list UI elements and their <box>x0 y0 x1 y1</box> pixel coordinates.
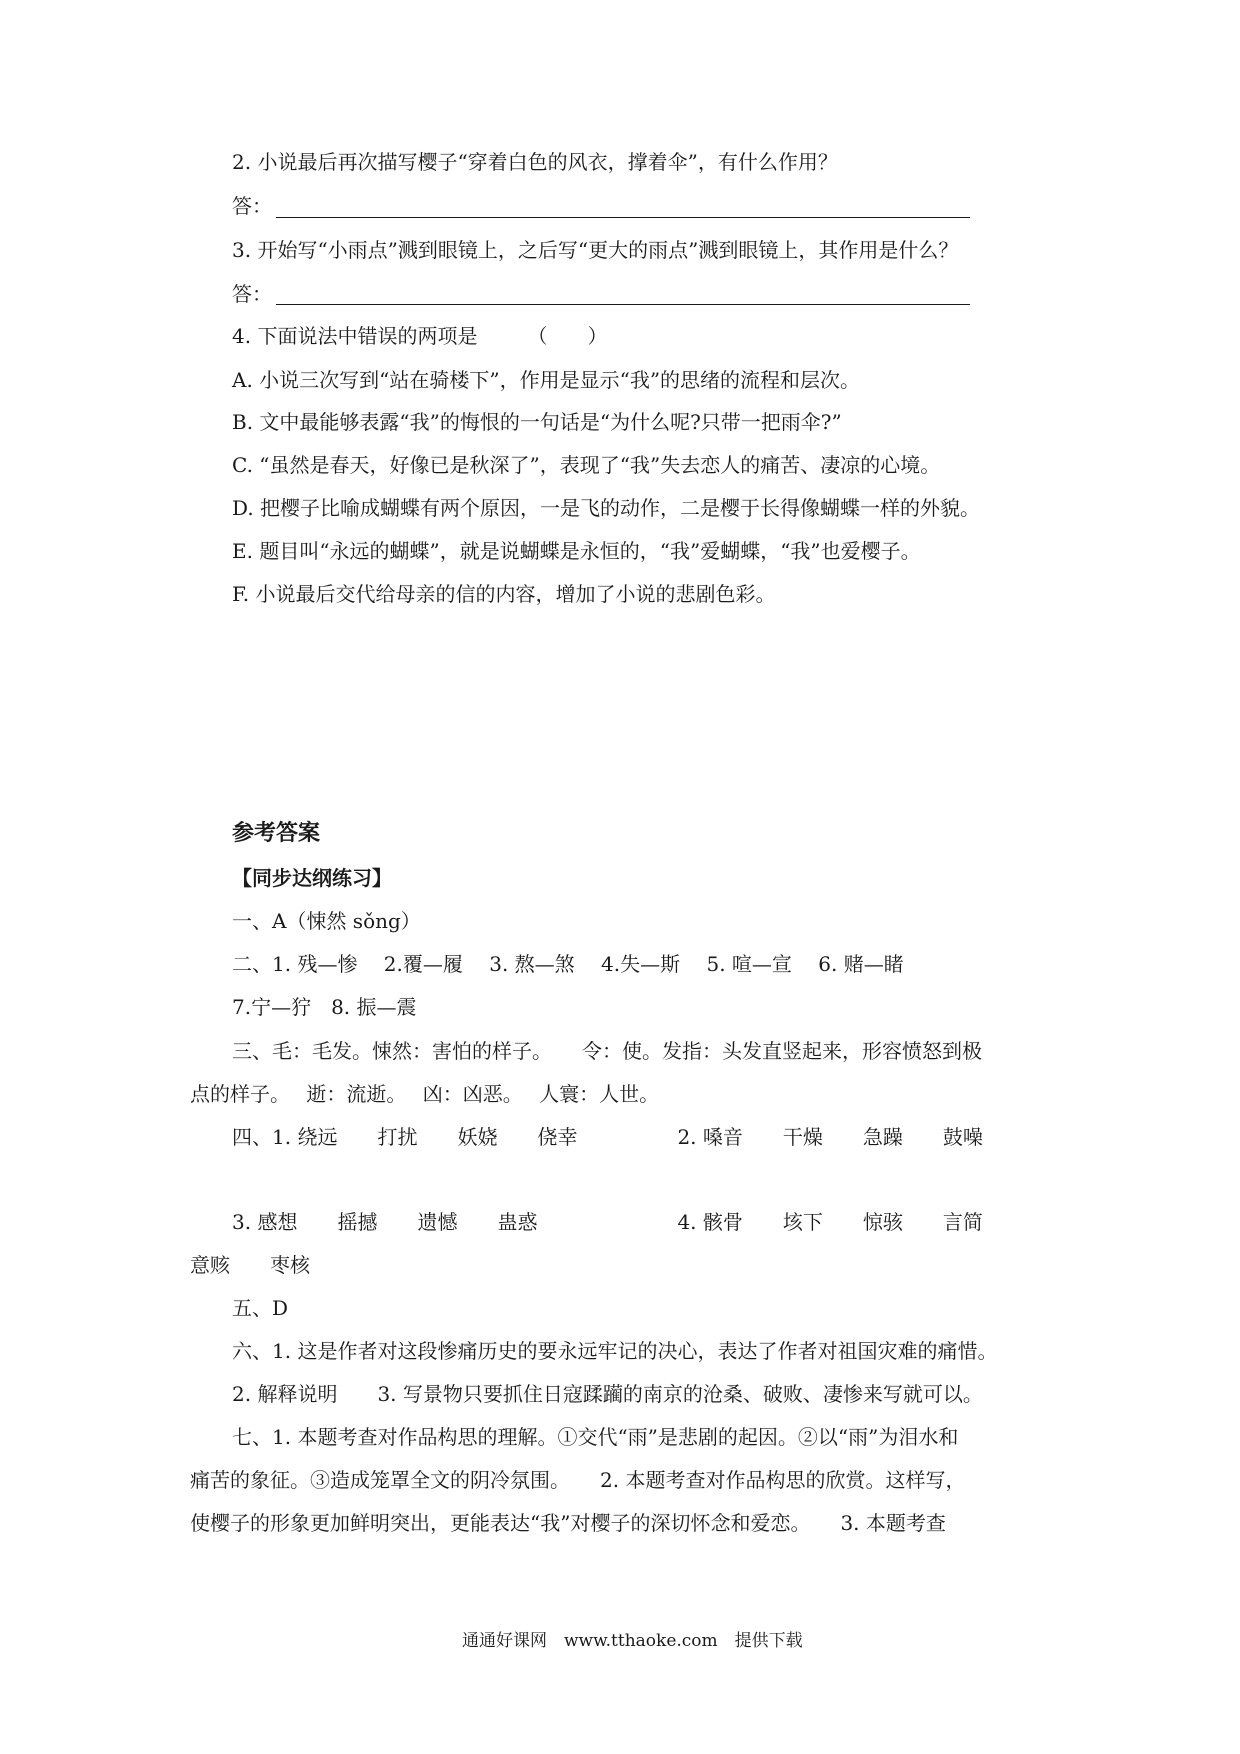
answer-line: 7.宁—狞 8. 振—震 <box>232 995 417 1019</box>
question-2-answer-label: 答： <box>232 194 272 218</box>
question-4: 4. 下面说法中错误的两项是 （ ） <box>232 324 608 348</box>
answer-line: 2. 解释说明 3. 写景物只要抓住日寇蹂躏的南京的沧桑、破败、凄惨来写就可以。 <box>232 1382 983 1406</box>
answer-line: 二、1. 残—惨 2.覆—履 3. 熬—煞 4.失—斯 5. 喧—宣 6. 赌—睹 <box>232 952 904 976</box>
answer-line: 痛苦的象征。③造成笼罩全文的阴冷氛围。 2. 本题考查对作品构思的欣赏。这样写， <box>190 1468 966 1492</box>
answer-line: 五、D <box>232 1296 289 1320</box>
question-2-answer-blank <box>276 217 970 218</box>
answer-line: 点的样子。 逝：流逝。 凶：凶恶。 人寰：人世。 <box>190 1082 660 1106</box>
answer-line: 3. 感想 摇撼 遗憾 蛊惑 4. 骸骨 垓下 惊骇 言简 <box>232 1210 983 1234</box>
option-b: B. 文中最能够表露“我”的悔恨的一句话是“为什么呢?只带一把雨伞?” <box>232 410 842 434</box>
option-f: F. 小说最后交代给母亲的信的内容，增加了小说的悲剧色彩。 <box>232 582 776 606</box>
question-3-answer-blank <box>276 304 970 305</box>
answer-line: 三、毛：毛发。悚然：害怕的样子。 令：使。发指：头发直竖起来，形容愤怒到极 <box>232 1039 982 1063</box>
answer-line: 意赅 枣核 <box>190 1253 310 1277</box>
question-2: 2. 小说最后再次描写樱子“穿着白色的风衣，撑着伞”，有什么作用？ <box>232 150 838 174</box>
option-c: C. “虽然是春天，好像已是秋深了”，表现了“我”失去恋人的痛苦、凄凉的心境。 <box>232 453 941 477</box>
question-3-answer-label: 答： <box>232 282 272 306</box>
answer-line: 一、A（悚然 sǒng） <box>232 909 421 933</box>
answers-heading: 参考答案 <box>232 821 321 846</box>
page-footer: 通通好课网 www.tthaoke.com 提供下载 <box>462 1631 803 1651</box>
answer-line: 七、1. 本题考查对作品构思的理解。①交代“雨”是悲剧的起因。②以“雨”为泪水和 <box>232 1425 959 1449</box>
answer-line: 六、1. 这是作者对这段惨痛历史的要永远牢记的决心，表达了作者对祖国灾难的痛惜。 <box>232 1339 998 1363</box>
option-d: D. 把樱子比喻成蝴蝶有两个原因，一是飞的动作，二是樱于长得像蝴蝶一样的外貌。 <box>232 496 981 520</box>
answer-line: 四、1. 绕远 打扰 妖娆 侥幸 2. 嗓音 干燥 急躁 鼓噪 <box>232 1125 983 1149</box>
answer-line: 使樱子的形象更加鲜明突出，更能表达“我”对樱子的深切怀念和爱恋。 3. 本题考查 <box>190 1511 946 1535</box>
answers-subheading: 【同步达纲练习】 <box>232 866 392 890</box>
option-a: A. 小说三次写到“站在骑楼下”，作用是显示“我”的思绪的流程和层次。 <box>232 368 861 392</box>
question-3: 3. 开始写“小雨点”溅到眼镜上，之后写“更大的雨点”溅到眼镜上，其作用是什么？ <box>232 238 959 262</box>
option-e: E. 题目叫“永远的蝴蝶”，就是说蝴蝶是永恒的，“我”爱蝴蝶，“我”也爱樱子。 <box>232 539 921 563</box>
